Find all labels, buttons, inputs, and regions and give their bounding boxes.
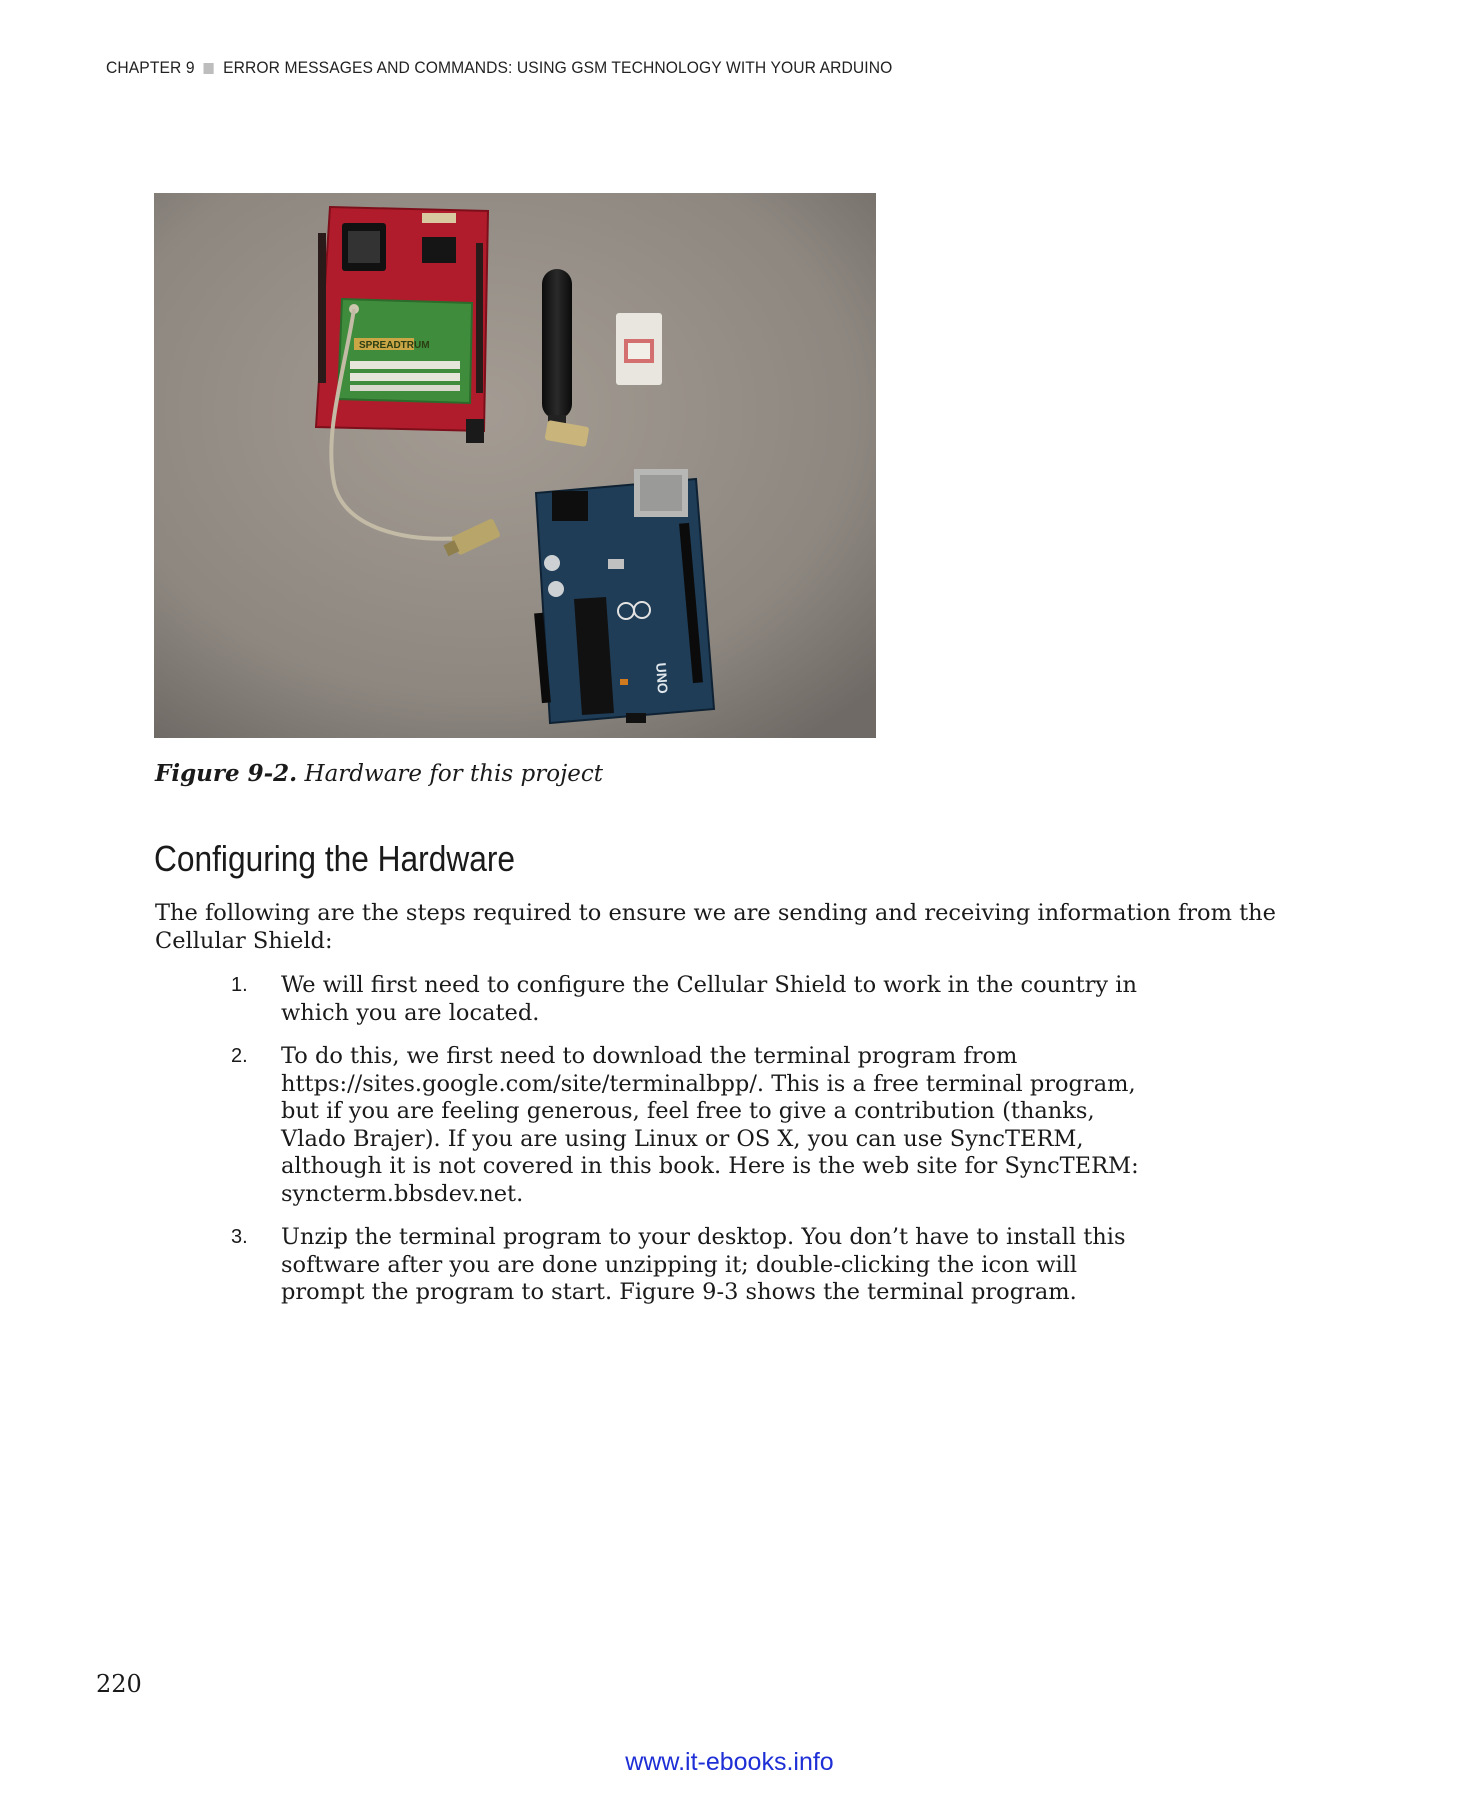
board-name-label: UNO xyxy=(653,662,672,695)
running-header xyxy=(106,58,892,78)
steps-list xyxy=(0,972,1459,1323)
arduino-uno-board xyxy=(534,469,714,723)
step-text: We will first need to configure the Cellular Shield to work in the country in which you are located. xyxy=(281,972,1137,1026)
figure-caption-text: Hardware for this project xyxy=(297,761,603,787)
footer-link[interactable]: www.it-ebooks.info xyxy=(625,1748,834,1776)
step-number: 1. xyxy=(231,974,248,996)
step-text: Unzip the terminal program to your desktop. You don’t have to install this software after you are done unzipping it; double-clicking the icon will prompt the program to start. Figure 9-3 shows the terminal program. xyxy=(281,1224,1126,1305)
hardware-photo xyxy=(154,193,876,738)
chapter-title: ERROR MESSAGES AND COMMANDS: USING GSM TECHNOLOGY WITH YOUR ARDUINO xyxy=(223,58,893,77)
page-number: 220 xyxy=(96,1670,142,1698)
list-item xyxy=(0,1224,1459,1307)
figure-label: Figure 9-2. xyxy=(155,760,298,787)
step-number: 2. xyxy=(231,1045,248,1067)
list-item xyxy=(0,972,1459,1027)
figure-caption xyxy=(155,760,603,787)
list-item xyxy=(0,1043,1459,1208)
cellular-shield xyxy=(316,207,488,443)
chip-brand-label: SPREADTRUM xyxy=(359,340,430,351)
sim-card xyxy=(616,313,662,385)
step-number: 3. xyxy=(231,1226,248,1248)
section-title: Configuring the Hardware xyxy=(154,838,516,879)
chapter-label: CHAPTER 9 xyxy=(106,58,195,77)
section-intro: The following are the steps required to ensure we are sending and receiving information from the Cellular Shield: xyxy=(155,900,1276,954)
step-text: To do this, we first need to download the terminal program from https://sites.google.com/site/terminalbpp/. This is a free terminal program, but if you are feeling generous, feel free to give a contribution (thanks, Vlado Brajer). If you are using Linux or OS X, you can use SyncTERM, although it is not covered in this book. Here is the web site for SyncTERM: syncterm.bbsdev.net. xyxy=(281,1043,1139,1207)
square-separator-icon xyxy=(204,63,214,74)
